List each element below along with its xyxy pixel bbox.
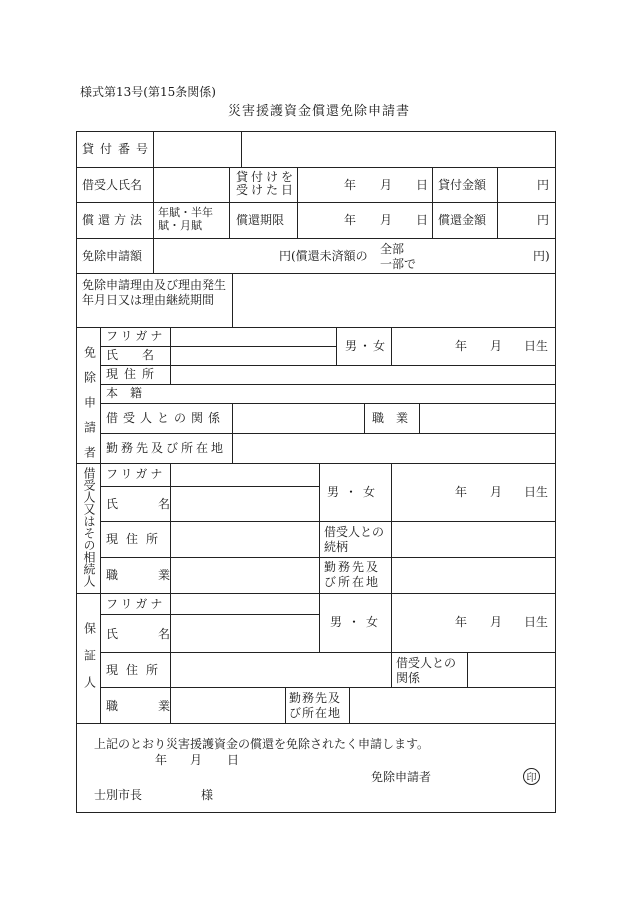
all-option[interactable]: 全部 xyxy=(380,242,405,256)
applicant-workplace-label: 勤務先及び所在地 xyxy=(106,441,227,455)
part-option[interactable]: 一部で xyxy=(380,257,417,271)
heir-sex[interactable]: 男・女 xyxy=(327,485,382,499)
loan-date-year: 年 xyxy=(344,178,357,192)
guarantor-section-label: 保証人 xyxy=(82,622,97,703)
heir-section-label: 借受人又はその相続人 xyxy=(82,467,96,587)
loan-amount-label: 貸付金額 xyxy=(438,178,487,192)
mayor-label: 士別市長 xyxy=(94,788,143,802)
seal-icon: 印 xyxy=(523,768,540,785)
heir-birth-month: 月 xyxy=(490,485,503,499)
heir-birth-year: 年 xyxy=(455,485,468,499)
statement-text: 上記のとおり災害援護資金の償還を免除されたく申請します。 xyxy=(94,737,430,751)
heir-workplace-label: 勤務先及び所在地 xyxy=(324,560,381,589)
guarantor-address-label: 現住所 xyxy=(106,663,167,677)
repay-deadline-label: 償還期限 xyxy=(236,213,285,227)
guarantor-furigana-label: フリガナ xyxy=(106,597,166,611)
loan-number-label: 貸付番号 xyxy=(82,142,155,156)
applicant-birth-month: 月 xyxy=(490,339,503,353)
footer-date-day: 日 xyxy=(227,753,240,767)
exemption-amount-label: 免除申請額 xyxy=(82,249,143,263)
applicant-domicile-label: 本 籍 xyxy=(106,386,143,400)
footer-date-month: 月 xyxy=(190,753,203,767)
applicant-address-label: 現住所 xyxy=(106,367,161,381)
reason-label: 免除申請理由及び理由発生年月日又は理由継続期間 xyxy=(82,278,227,307)
applicant-birth-year: 年 xyxy=(455,339,468,353)
guarantor-birth-month: 月 xyxy=(490,615,503,629)
guarantor-name-label: 氏 名 xyxy=(106,627,185,641)
borrower-name-label: 借受人氏名 xyxy=(82,178,143,192)
repay-deadline-day: 日 xyxy=(416,213,429,227)
repay-amount-label: 償還金額 xyxy=(438,213,487,227)
exemption-yen-close: 円) xyxy=(533,249,550,263)
repay-deadline-month: 月 xyxy=(380,213,393,227)
guarantor-birth-day: 日生 xyxy=(524,615,549,629)
heir-name-label: 氏 名 xyxy=(106,497,185,511)
loan-amount-yen: 円 xyxy=(537,178,550,192)
repay-method-options[interactable]: 年賦・半年賦・月賦 xyxy=(158,206,213,232)
heir-birth-day: 日生 xyxy=(524,485,549,499)
guarantor-occupation-label: 職 業 xyxy=(106,699,185,713)
heir-occupation-label: 職 業 xyxy=(106,568,185,582)
page-title: 災害援護資金償還免除申請書 xyxy=(228,104,411,119)
sama-label: 様 xyxy=(201,788,214,802)
loan-date-label: 貸付けを受けた日 xyxy=(236,170,297,197)
guarantor-birth-year: 年 xyxy=(455,615,468,629)
loan-number-field[interactable] xyxy=(156,135,238,164)
borrower-name-field[interactable] xyxy=(156,170,226,199)
applicant-birth-day: 日生 xyxy=(524,339,549,353)
loan-date-day: 日 xyxy=(416,178,429,192)
applicant-sex[interactable]: 男・女 xyxy=(345,339,388,353)
guarantor-workplace-label: 勤務先及び所在地 xyxy=(289,691,342,720)
repay-deadline-year: 年 xyxy=(344,213,357,227)
loan-date-month: 月 xyxy=(380,178,393,192)
form-number: 様式第13号(第15条関係) xyxy=(80,85,216,99)
heir-relation-label: 借受人との続柄 xyxy=(324,525,385,554)
heir-furigana-label: フリガナ xyxy=(106,467,166,481)
applicant-signature-label: 免除申請者 xyxy=(371,770,432,784)
applicant-section-label: 免除申請者 xyxy=(82,346,97,471)
applicant-name-label: 氏 名 xyxy=(106,348,155,362)
heir-address-label: 現住所 xyxy=(106,532,167,546)
applicant-occupation-label: 職 業 xyxy=(372,411,409,425)
footer-date-year: 年 xyxy=(155,753,168,767)
repay-method-label: 償還方法 xyxy=(82,213,147,227)
reason-field[interactable] xyxy=(236,277,552,324)
applicant-relation-label: 借受人との関係 xyxy=(106,411,226,425)
repay-amount-yen: 円 xyxy=(537,213,550,227)
guarantor-sex[interactable]: 男・女 xyxy=(330,615,385,629)
exemption-unpaid-text: 円(償還未済額の xyxy=(279,249,368,263)
applicant-furigana-label: フリガナ xyxy=(106,329,166,343)
guarantor-relation-label: 借受人との関係 xyxy=(396,656,457,685)
